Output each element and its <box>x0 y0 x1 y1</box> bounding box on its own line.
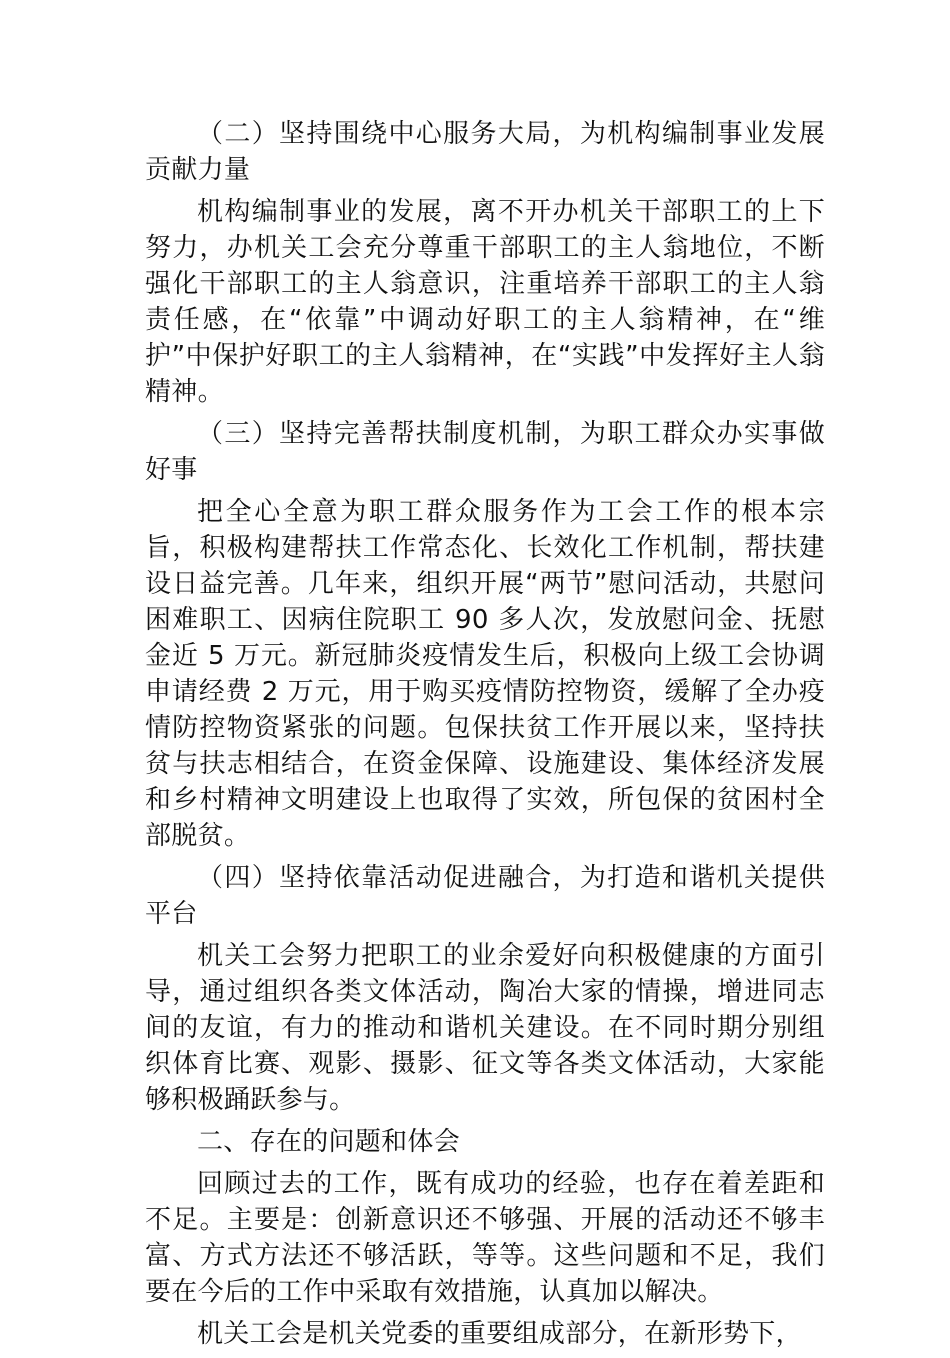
document-body <box>145 116 825 1358</box>
paragraph-assistance: 把全心全意为职工群众服务作为工会工作的根本宗旨，积极构建帮扶工作常态化、长效化工作机制，帮扶建设日益完善。几年来，组织开展“两节”慰问活动，共慰问困难职工、因病住院职工 90 多人次，发放慰问金、抚慰金近 5 万元。新冠肺炎疫情发生后，积极向上级工会协调申请经费 2 万元，用于购买疫情防控物资，缓解了全办疫情防控物资紧张的问题。包保扶贫工作开展以来，坚持扶贫与扶志相结合，在资金保障、设施建设、集体经济发展和乡村精神文明建设上也取得了实效，所包保的贫困村全部脱贫。 <box>145 497 825 851</box>
paragraph-review: 回顾过去的工作，既有成功的经验，也存在着差距和不足。主要是：创新意识还不够强、开展的活动还不够丰富、方式方法还不够活跃，等等。这些问题和不足，我们要在今后的工作中采取有效措施，认真加以解决。 <box>145 1169 825 1307</box>
paragraph-union-role: 机关工会是机关党委的重要组成部分，在新形势下， <box>197 1319 802 1349</box>
section-heading-3: （三）坚持完善帮扶制度机制，为职工群众办实事做好事 <box>145 419 825 485</box>
section-heading-4: （四）坚持依靠活动促进融合，为打造和谐机关提供平台 <box>145 863 825 929</box>
paragraph-activities: 机关工会努力把职工的业余爱好向积极健康的方面引导，通过组织各类文体活动，陶冶大家的情操，增进同志间的友谊，有力的推动和谐机关建设。在不同时期分别组织体育比赛、观影、摄影、征文等各类文体活动，大家能够积极踊跃参与。 <box>145 941 825 1115</box>
section-heading-problems: 二、存在的问题和体会 <box>197 1127 461 1157</box>
paragraph-main-role: 机构编制事业的发展，离不开办机关干部职工的上下努力，办机关工会充分尊重干部职工的主人翁地位，不断强化干部职工的主人翁意识，注重培养干部职工的主人翁责任感，在“依靠”中调动好职工的主人翁精神，在“维护”中保护好职工的主人翁精神，在“实践”中发挥好主人翁精神。 <box>145 197 825 407</box>
section-heading-2: （二）坚持围绕中心服务大局，为机构编制事业发展贡献力量 <box>145 119 825 185</box>
